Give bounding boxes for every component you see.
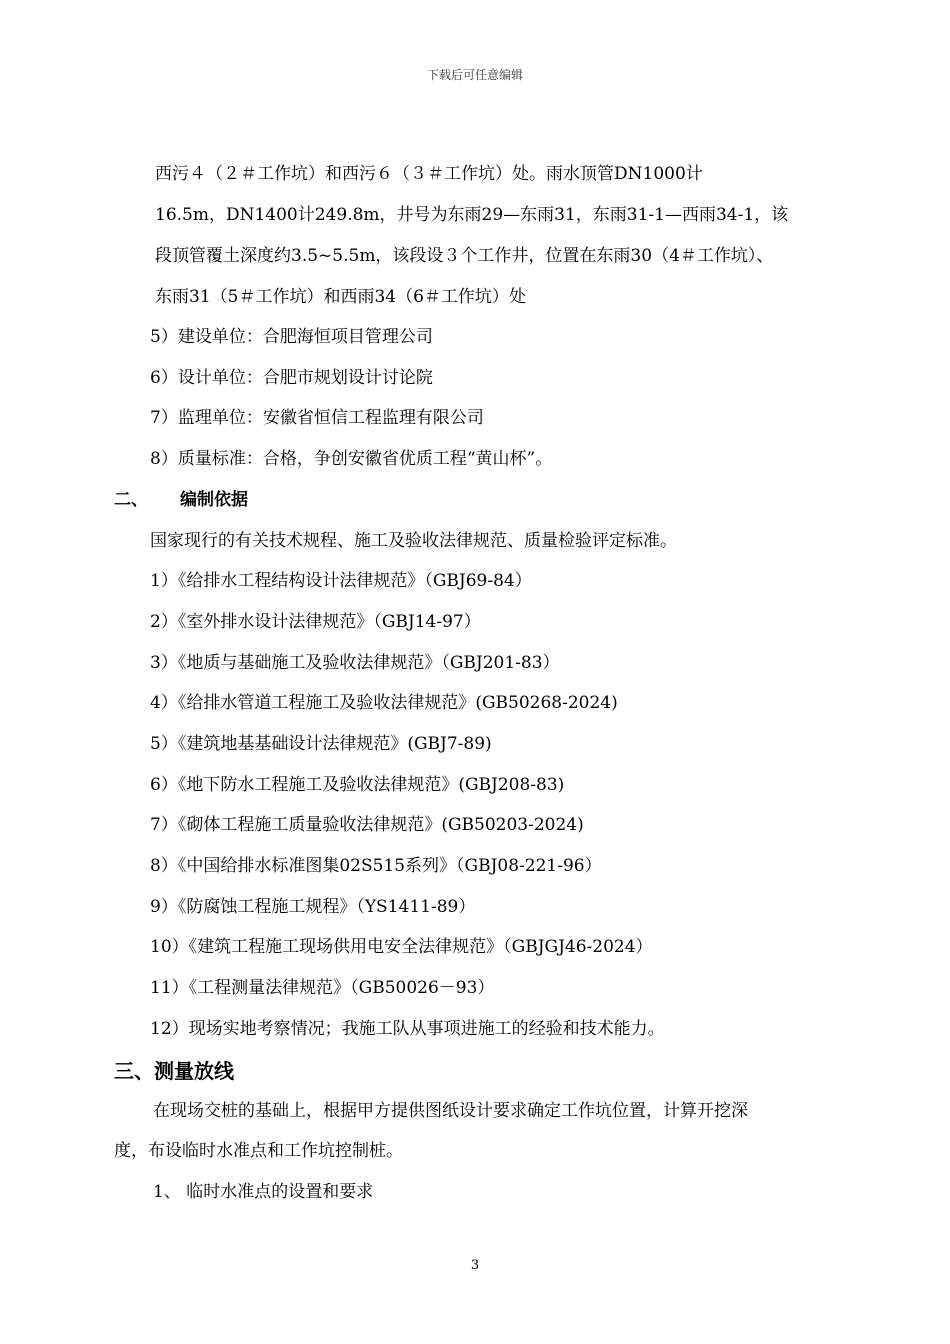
reference-item: 9）《防腐蚀工程施工规程》（YS1411-89） [150,897,476,917]
section2-title: 编制依据 [180,490,248,510]
intro-line: 16.5m，DN1400计249.8m，井号为东雨29—东雨31，东雨31-1—西雨34-1，该 [155,205,789,225]
reference-item: 6）《地下防水工程施工及验收法律规范》(GBJ208-83) [150,775,565,795]
section2-intro: 国家现行的有关技术规程、施工及验收法律规范、质量检验评定标准。 [150,531,677,551]
section3-paragraph: 度，布设临时水准点和工作坑控制桩。 [114,1141,403,1161]
reference-item: 12）现场实地考察情况；我施工队从事项进施工的经验和技术能力。 [150,1019,665,1039]
reference-item: 2）《室外排水设计法律规范》（GBJ14-97） [150,612,481,632]
project-item: 7）监理单位：安徽省恒信工程监理有限公司 [150,408,484,428]
section3-paragraph: 在现场交桩的基础上，根据甲方提供图纸设计要求确定工作坑位置，计算开挖深 [153,1101,748,1121]
section2-number: 二、 [114,490,148,510]
reference-item: 10）《建筑工程施工现场供用电安全法律规范》（GBJGJ46-2024） [150,937,653,957]
section3-subsection: 1、 临时水准点的设置和要求 [153,1182,374,1202]
intro-line: 西污４（２＃工作坑）和西污６（３＃工作坑）处。雨水顶管DN1000计 [155,164,703,184]
intro-line: 东雨31（5＃工作坑）和西雨34（6＃工作坑）处 [155,287,526,307]
project-item: 8）质量标准：合格，争创安徽省优质工程“黄山杯”。 [150,449,553,469]
reference-item: 8）《中国给排水标准图集02S515系列》（GBJ08-221-96） [150,856,602,876]
reference-item: 7）《砌体工程施工质量验收法律规范》(GB50203-2024) [150,815,584,835]
page-header: 下载后可任意编辑 [426,68,523,82]
reference-item: 3）《地质与基础施工及验收法律规范》（GBJ201-83） [150,653,560,673]
section3-title: 三、测量放线 [114,1059,234,1083]
reference-item: 5）《建筑地基基础设计法律规范》(GBJ7-89) [150,734,492,754]
project-item: 5）建设单位：合肥海恒项目管理公司 [150,327,433,347]
reference-item: 4）《给排水管道工程施工及验收法律规范》(GB50268-2024) [150,693,618,713]
project-item: 6）设计单位：合肥市规划设计讨论院 [150,368,433,388]
reference-item: 1）《给排水工程结构设计法律规范》（GBJ69-84） [150,571,532,591]
page-number: 3 [470,1258,480,1273]
reference-item: 11）《工程测量法律规范》（GB50026－93） [150,978,495,998]
intro-line: 段顶管覆土深度约3.5~5.5m，该段设３个工作井，位置在东雨30（4＃工作坑）、 [155,246,774,266]
